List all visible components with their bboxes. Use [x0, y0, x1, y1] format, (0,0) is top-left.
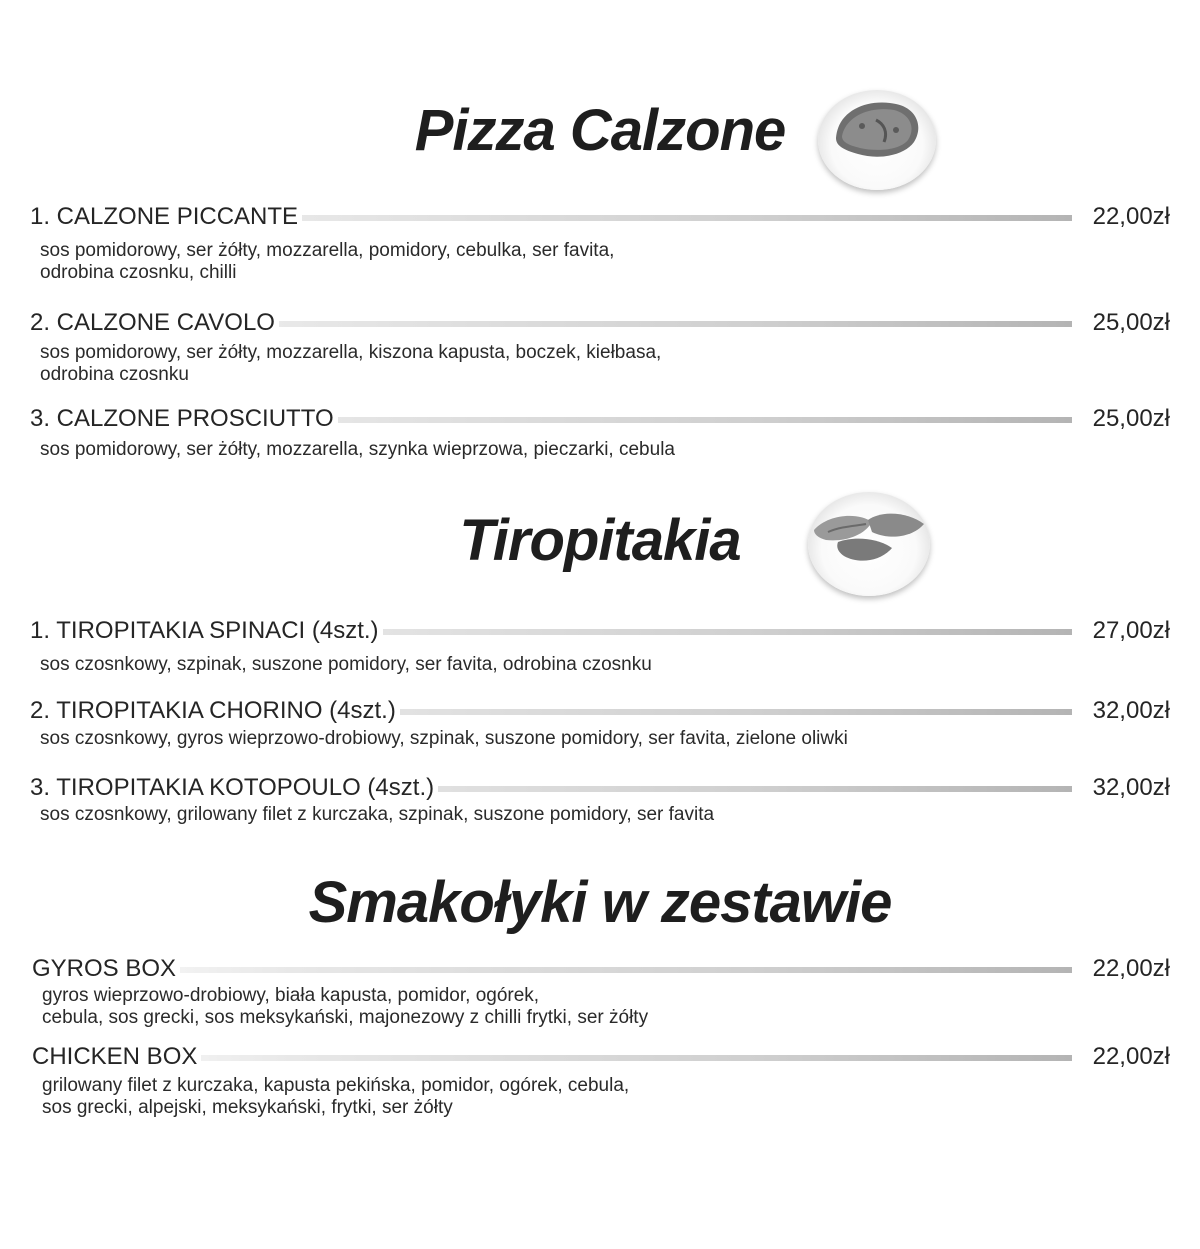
item-description: sos pomidorowy, ser żółty, mozzarella, kiszona kapusta, boczek, kiełbasa, odrobina czosnku — [40, 342, 662, 385]
item-name: GYROS BOX — [32, 954, 180, 984]
item-name: 1. TIROPITAKIA SPINACI (4szt.) — [30, 616, 383, 646]
item-description: gyros wieprzowo-drobiowy, biała kapusta, pomidor, ogórek, cebula, sos grecki, sos meksykański, majonezowy z chilli frytki, ser żółty — [42, 985, 649, 1028]
menu-item — [30, 773, 1170, 826]
item-price: 27,00zł — [1092, 617, 1170, 644]
tiropitakia-plate-icon — [808, 492, 930, 596]
item-description: sos pomidorowy, ser żółty, mozzarella, szynka wieprzowa, pieczarki, cebula — [40, 439, 675, 460]
menu-item — [32, 954, 1170, 1029]
item-description: grilowany filet z kurczaka, kapusta pekińska, pomidor, ogórek, cebula, sos grecki, alpejski, meksykański, frytki, ser żółty — [42, 1075, 630, 1118]
item-name: 2. CALZONE CAVOLO — [30, 308, 279, 338]
menu-item — [32, 1042, 1170, 1119]
item-price: 22,00zł — [1092, 955, 1170, 982]
item-name: CHICKEN BOX — [32, 1042, 201, 1072]
item-price: 25,00zł — [1092, 309, 1170, 336]
item-description: sos czosnkowy, grilowany filet z kurczaka, szpinak, suszone pomidory, ser favita — [40, 804, 715, 825]
item-price: 22,00zł — [1092, 203, 1170, 230]
leader-line — [32, 967, 1072, 973]
item-price: 32,00zł — [1092, 774, 1170, 801]
menu-item — [30, 308, 1170, 386]
calzone-plate-icon — [818, 90, 936, 190]
item-name: 1. CALZONE PICCANTE — [30, 202, 302, 232]
item-description: sos czosnkowy, gyros wieprzowo-drobiowy, szpinak, suszone pomidory, ser favita, zielone oliwki — [40, 728, 848, 749]
menu-item — [30, 696, 1170, 750]
item-name: 3. CALZONE PROSCIUTTO — [30, 404, 338, 434]
section-title-tiropitakia: Tiropitakia — [459, 508, 741, 573]
menu-item — [30, 202, 1170, 284]
item-price: 25,00zł — [1092, 405, 1170, 432]
section-title-smakolyki: Smakołyki w zestawie — [308, 870, 892, 935]
item-description: sos pomidorowy, ser żółty, mozzarella, pomidory, cebulka, ser favita, odrobina czosnku, chilli — [40, 240, 615, 283]
menu-item — [30, 616, 1170, 676]
item-name: 3. TIROPITAKIA KOTOPOULO (4szt.) — [30, 773, 438, 803]
item-name: 2. TIROPITAKIA CHORINO (4szt.) — [30, 696, 400, 726]
menu-item — [30, 404, 1170, 461]
item-price: 32,00zł — [1092, 697, 1170, 724]
section-title-pizza-calzone: Pizza Calzone — [414, 98, 786, 163]
item-price: 22,00zł — [1092, 1043, 1170, 1070]
item-description: sos czosnkowy, szpinak, suszone pomidory, ser favita, odrobina czosnku — [40, 654, 652, 675]
